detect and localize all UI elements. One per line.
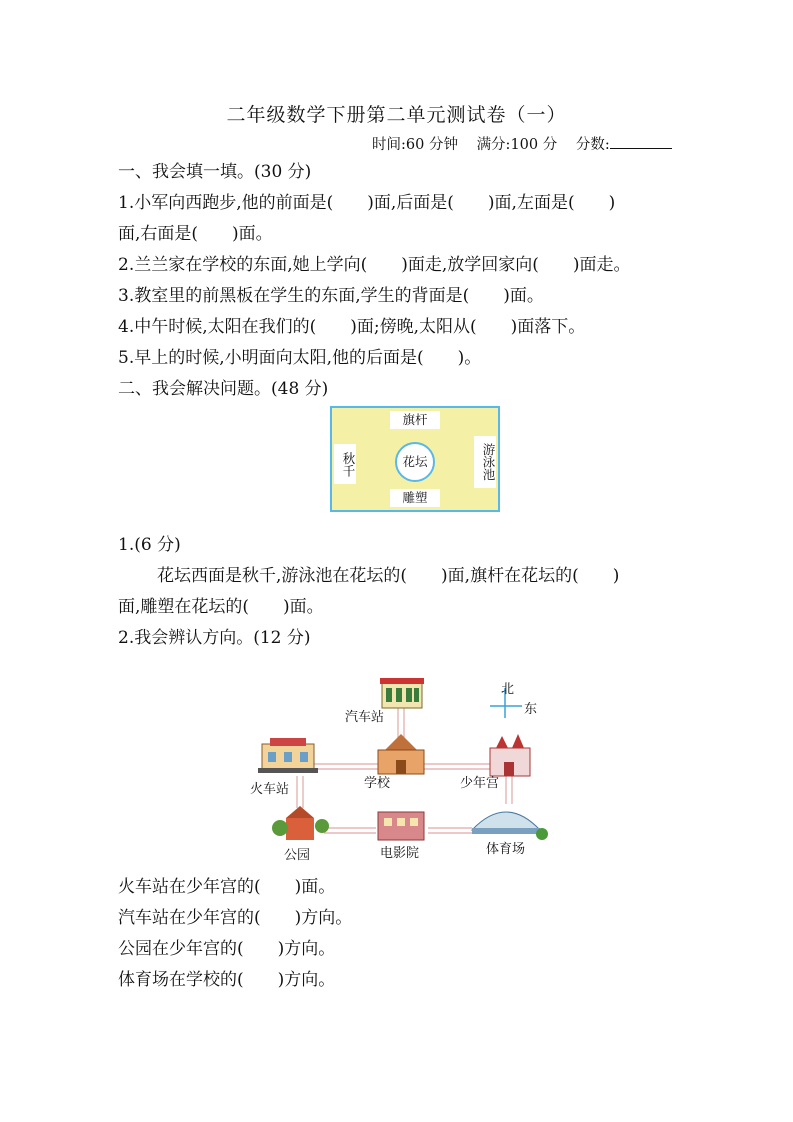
- bus-station-icon: [380, 678, 424, 708]
- map-fill4: 体育场在学校的( )方向。: [118, 970, 336, 990]
- section1-heading: 一、我会填一填。(30 分): [118, 162, 312, 182]
- train-station-label: 火车站: [250, 782, 290, 797]
- garden-diagram: [330, 406, 500, 512]
- q1-line1: 1.小军向西跑步,他的前面是( )面,后面是( )面,左面是( ): [118, 193, 616, 213]
- full-score: 满分:100 分: [476, 137, 558, 153]
- map-fill1: 火车站在少年宫的( )面。: [118, 877, 336, 897]
- stadium-label: 体育场: [486, 842, 526, 857]
- flagpole-label: 旗杆: [390, 411, 440, 429]
- sculpture-label: 雕塑: [390, 489, 440, 507]
- pool-label: 游泳池: [474, 436, 496, 488]
- compass-north-label: 北: [501, 682, 515, 697]
- exam-title: 二年级数学下册第二单元测试卷（一）: [226, 104, 567, 126]
- s2-q1-line1: 花坛西面是秋千,游泳池在花坛的( )面,旗杆在花坛的( ): [157, 566, 620, 586]
- town-map: [240, 668, 550, 868]
- school-icon: [378, 734, 424, 774]
- cinema-label: 电影院: [380, 846, 420, 861]
- bus-station-label: 汽车站: [345, 710, 385, 725]
- flowerbed-label: 花坛: [395, 442, 435, 482]
- time-limit: 时间:60 分钟: [372, 137, 458, 153]
- score-label: 分数:: [576, 137, 686, 153]
- park-icon: [272, 806, 329, 840]
- q4: 4.中午时候,太阳在我们的( )面;傍晚,太阳从( )面落下。: [118, 317, 586, 337]
- s2-q1-line2: 面,雕塑在花坛的( )面。: [118, 597, 324, 617]
- compass-east-label: 东: [524, 702, 538, 717]
- q2: 2.兰兰家在学校的东面,她上学向( )面走,放学回家向( )面走。: [118, 255, 631, 275]
- park-label: 公园: [284, 848, 311, 863]
- s2-q2-heading: 2.我会辨认方向。(12 分): [118, 628, 311, 648]
- section2-heading: 二、我会解决问题。(48 分): [118, 379, 329, 399]
- stadium-icon: [472, 812, 548, 840]
- cinema-icon: [378, 812, 424, 840]
- youth-palace-label: 少年宫: [460, 776, 500, 791]
- map-fill2: 汽车站在少年宫的( )方向。: [118, 908, 353, 928]
- school-label: 学校: [364, 776, 391, 791]
- q5: 5.早上的时候,小明面向太阳,他的后面是( )。: [118, 348, 482, 368]
- train-station-icon: [258, 738, 318, 773]
- exam-meta: [372, 133, 700, 154]
- q1-line2: 面,右面是( )面。: [118, 224, 273, 244]
- map-fill3: 公园在少年宫的( )方向。: [118, 939, 336, 959]
- youth-palace-icon: [490, 734, 530, 776]
- s2-q1-score: 1.(6 分): [118, 535, 181, 555]
- swing-label: 秋千: [334, 444, 356, 484]
- score-blank: [610, 134, 672, 149]
- q3: 3.教室里的前黑板在学生的东面,学生的背面是( )面。: [118, 286, 544, 306]
